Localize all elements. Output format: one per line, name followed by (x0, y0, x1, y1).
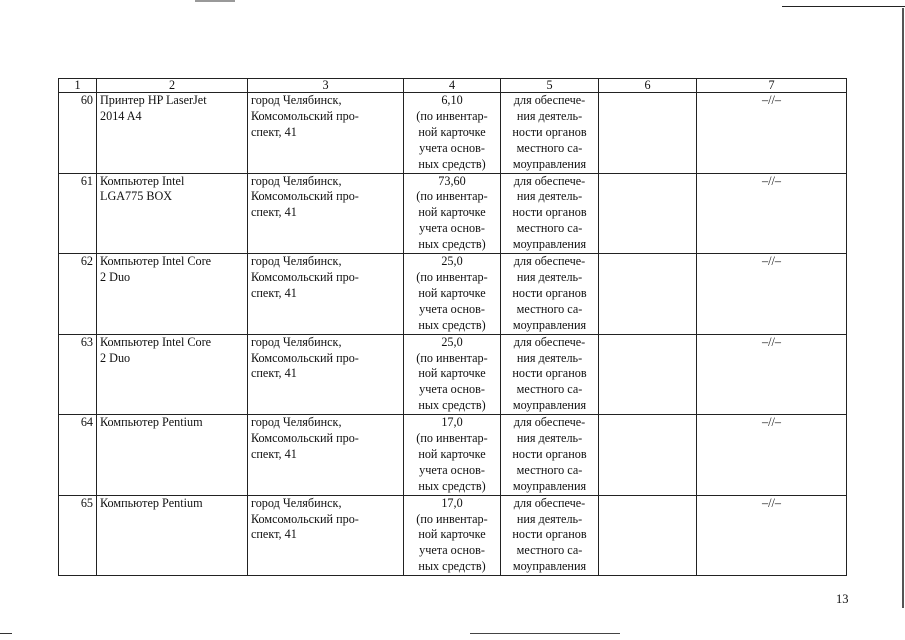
address-line: спект, 41 (251, 446, 297, 461)
purpose-line: ния деятель- (516, 108, 583, 123)
address-line: Комсомольский про- (251, 108, 359, 123)
column-header: 5 (501, 79, 599, 93)
purpose-line: для обеспече- (513, 173, 586, 188)
address-line: город Челябинск, (251, 173, 342, 188)
scan-edge-line (902, 8, 904, 608)
value-line: 17,0 (441, 415, 463, 430)
address-line: спект, 41 (251, 124, 297, 139)
item-name-cell (97, 173, 248, 254)
value-line: 25,0 (441, 254, 463, 269)
address-line: город Челябинск, (251, 334, 342, 349)
value-cell (404, 173, 501, 254)
page-number: 13 (836, 592, 849, 606)
value-line: (по инвентар- (416, 189, 488, 204)
purpose-cell (501, 495, 599, 576)
purpose-line: моуправления (512, 237, 587, 252)
address-line: спект, 41 (251, 285, 297, 300)
name-line: Компьютер Pentium (100, 415, 203, 430)
value-cell (404, 334, 501, 415)
name-line: Компьютер Intel (100, 173, 185, 188)
address-line: город Челябинск, (251, 415, 342, 430)
value-line: (по инвентар- (416, 350, 488, 365)
value-line: 6,10 (441, 93, 463, 107)
value-line: ной карточке (418, 285, 486, 300)
value-cell (404, 93, 501, 174)
purpose-line: моуправления (512, 317, 587, 332)
value-line: 25,0 (441, 334, 463, 349)
purpose-cell (501, 254, 599, 335)
purpose-line: для обеспече- (513, 495, 586, 510)
name-line: Компьютер Intel Core (100, 254, 212, 269)
value-line: ной карточке (418, 527, 486, 542)
purpose-line: местного са- (516, 462, 583, 477)
address-line: Комсомольский про- (251, 511, 359, 526)
purpose-line: местного са- (516, 221, 583, 236)
purpose-line: местного са- (516, 382, 583, 397)
purpose-line: для обеспече- (513, 254, 586, 269)
value-line: 17,0 (441, 495, 463, 510)
row-number: 60 (59, 93, 97, 174)
scan-artifact (195, 0, 235, 2)
column-7-cell: –//– (697, 173, 847, 254)
table-row (59, 173, 847, 254)
value-line: ной карточке (418, 446, 486, 461)
purpose-line: ния деятель- (516, 269, 583, 284)
address-cell (248, 495, 404, 576)
table-row (59, 334, 847, 415)
value-line: ной карточке (418, 124, 486, 139)
name-line: 2 Duo (100, 269, 131, 284)
name-line: Компьютер Pentium (100, 495, 203, 510)
address-cell (248, 254, 404, 335)
item-name-cell (97, 415, 248, 496)
name-line: Компьютер Intel Core (100, 334, 212, 349)
value-line: ных средств) (418, 317, 486, 332)
purpose-line: местного са- (516, 140, 583, 155)
value-line: ной карточке (418, 205, 486, 220)
column-header: 6 (599, 79, 697, 93)
purpose-line: моуправления (512, 398, 587, 413)
value-line: ных средств) (418, 559, 486, 574)
value-cell (404, 495, 501, 576)
value-line: ных средств) (418, 478, 486, 493)
purpose-line: ния деятель- (516, 350, 583, 365)
purpose-line: ности органов (512, 285, 587, 300)
scan-edge-line (470, 633, 620, 634)
column-7-cell: –//– (697, 93, 847, 174)
purpose-cell (501, 93, 599, 174)
address-line: город Челябинск, (251, 254, 342, 269)
address-line: Комсомольский про- (251, 431, 359, 446)
value-line: ных средств) (418, 156, 486, 171)
table-header-row (59, 79, 847, 93)
column-header: 3 (248, 79, 404, 93)
value-cell (404, 415, 501, 496)
value-line: (по инвентар- (416, 511, 488, 526)
purpose-cell (501, 334, 599, 415)
purpose-line: для обеспече- (513, 93, 586, 107)
purpose-line: ности органов (512, 124, 587, 139)
value-line: учета основ- (419, 543, 485, 558)
address-cell (248, 93, 404, 174)
table-row (59, 93, 847, 174)
column-6-cell (599, 415, 697, 496)
column-7-cell: –//– (697, 254, 847, 335)
value-line: учета основ- (419, 382, 485, 397)
purpose-line: моуправления (512, 559, 587, 574)
address-cell (248, 334, 404, 415)
row-number: 61 (59, 173, 97, 254)
row-number: 62 (59, 254, 97, 335)
row-number: 64 (59, 415, 97, 496)
column-header: 4 (404, 79, 501, 93)
purpose-line: ния деятель- (516, 431, 583, 446)
purpose-line: моуправления (512, 156, 587, 171)
table-row (59, 254, 847, 335)
column-header: 1 (59, 79, 97, 93)
address-line: спект, 41 (251, 366, 297, 381)
address-cell (248, 173, 404, 254)
column-header: 7 (697, 79, 847, 93)
address-line: Комсомольский про- (251, 269, 359, 284)
table-row (59, 415, 847, 496)
value-line: 73,60 (438, 173, 466, 188)
column-6-cell (599, 93, 697, 174)
address-line: Комсомольский про- (251, 189, 359, 204)
value-line: ной карточке (418, 366, 486, 381)
value-cell (404, 254, 501, 335)
column-header: 2 (97, 79, 248, 93)
item-name-cell (97, 495, 248, 576)
inventory-table (58, 78, 847, 576)
name-line: 2014 A4 (100, 108, 142, 123)
name-line: Принтер HP LaserJet (100, 93, 207, 107)
purpose-cell (501, 173, 599, 254)
name-line: 2 Duo (100, 350, 131, 365)
item-name-cell (97, 93, 248, 174)
column-6-cell (599, 334, 697, 415)
value-line: учета основ- (419, 221, 485, 236)
name-line: LGA775 BOX (100, 189, 173, 204)
purpose-line: ния деятель- (516, 511, 583, 526)
purpose-line: ности органов (512, 205, 587, 220)
scan-edge-line (0, 633, 12, 634)
value-line: ных средств) (418, 237, 486, 252)
purpose-line: местного са- (516, 543, 583, 558)
address-line: спект, 41 (251, 205, 297, 220)
address-line: город Челябинск, (251, 495, 342, 510)
column-7-cell: –//– (697, 495, 847, 576)
value-line: учета основ- (419, 140, 485, 155)
purpose-line: ности органов (512, 366, 587, 381)
table-row (59, 495, 847, 576)
row-number: 63 (59, 334, 97, 415)
purpose-line: ния деятель- (516, 189, 583, 204)
value-line: учета основ- (419, 462, 485, 477)
value-line: (по инвентар- (416, 269, 488, 284)
address-cell (248, 415, 404, 496)
address-line: Комсомольский про- (251, 350, 359, 365)
item-name-cell (97, 254, 248, 335)
column-6-cell (599, 495, 697, 576)
row-number: 65 (59, 495, 97, 576)
value-line: (по инвентар- (416, 431, 488, 446)
column-6-cell (599, 254, 697, 335)
purpose-line: для обеспече- (513, 334, 586, 349)
column-7-cell: –//– (697, 334, 847, 415)
value-line: учета основ- (419, 301, 485, 316)
purpose-line: ности органов (512, 527, 587, 542)
item-name-cell (97, 334, 248, 415)
table-body (59, 93, 847, 576)
purpose-line: для обеспече- (513, 415, 586, 430)
address-line: город Челябинск, (251, 93, 342, 107)
value-line: (по инвентар- (416, 108, 488, 123)
column-6-cell (599, 173, 697, 254)
purpose-line: местного са- (516, 301, 583, 316)
purpose-cell (501, 415, 599, 496)
value-line: ных средств) (418, 398, 486, 413)
scan-edge-line (782, 6, 905, 7)
address-line: спект, 41 (251, 527, 297, 542)
purpose-line: ности органов (512, 446, 587, 461)
column-7-cell: –//– (697, 415, 847, 496)
purpose-line: моуправления (512, 478, 587, 493)
